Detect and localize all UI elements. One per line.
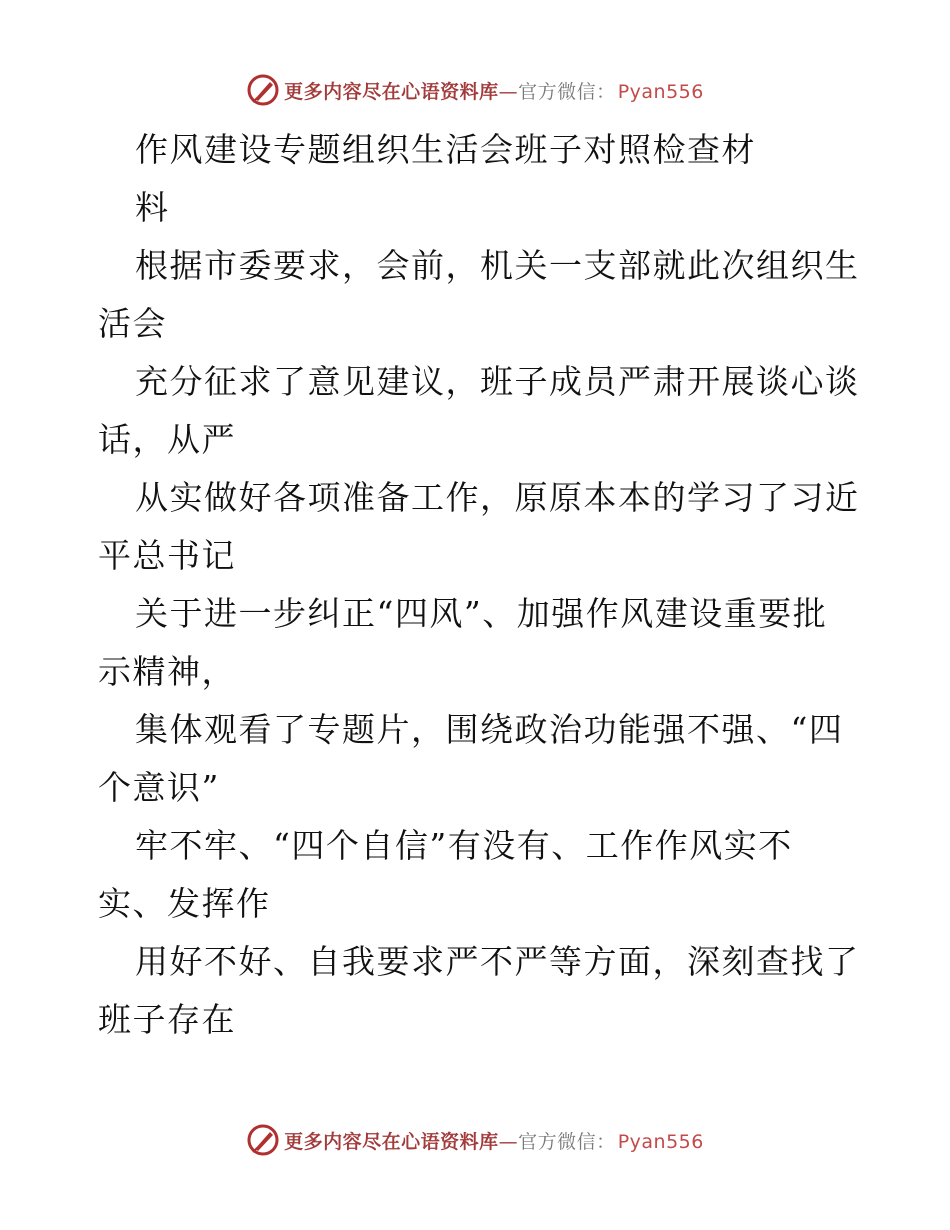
watermark-banner-top <box>0 70 950 110</box>
quill-logo-icon <box>246 1123 280 1157</box>
paragraph-line: 根据市委要求，会前，机关一支部就此次组织生 <box>135 246 860 285</box>
paragraph-line: 平总书记 <box>98 536 236 575</box>
paragraph-line: 充分征求了意见建议，班子成员严肃开展谈心谈 <box>135 362 860 401</box>
watermark-separator: — <box>498 1130 519 1153</box>
watermark-separator: — <box>498 80 519 103</box>
document-title-line-1: 作风建设专题组织生活会班子对照检查材 <box>135 130 756 169</box>
paragraph-line: 个意识” <box>98 768 220 807</box>
paragraph-line: 关于进一步纠正“四风”、加强作风建设重要批 <box>135 594 828 633</box>
quill-logo-icon <box>246 73 280 107</box>
watermark-wechat-id: Pyan556 <box>617 80 704 103</box>
document-title-line-2: 料 <box>135 188 170 227</box>
watermark-main-text: 更多内容尽在心语资料库 <box>284 1130 499 1153</box>
paragraph-line: 活会 <box>98 304 167 343</box>
watermark-label: 官方微信： <box>518 80 616 103</box>
paragraph-line: 用好不好、自我要求严不严等方面，深刻查找了 <box>135 942 860 981</box>
paragraph-line: 话，从严 <box>98 420 236 459</box>
watermark-wechat-id: Pyan556 <box>617 1130 704 1153</box>
paragraph-line: 示精神， <box>98 652 236 691</box>
paragraph-line: 集体观看了专题片，围绕政治功能强不强、“四 <box>135 710 844 749</box>
paragraph-line: 班子存在 <box>98 1000 236 1039</box>
watermark-text <box>284 1127 704 1154</box>
paragraph-line: 实、发挥作 <box>98 884 271 923</box>
watermark-text <box>284 77 704 104</box>
paragraph-line: 从实做好各项准备工作，原原本本的学习了习近 <box>135 478 860 517</box>
watermark-banner-bottom <box>0 1120 950 1160</box>
watermark-label: 官方微信： <box>518 1130 616 1153</box>
paragraph-line: 牢不牢、“四个自信”有没有、工作作风实不 <box>135 826 793 865</box>
watermark-main-text: 更多内容尽在心语资料库 <box>284 80 499 103</box>
